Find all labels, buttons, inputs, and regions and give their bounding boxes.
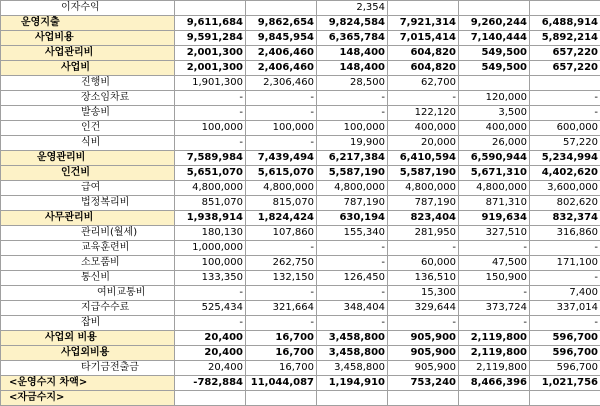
value-cell[interactable]: 2,406,460 (246, 46, 317, 61)
value-cell[interactable]: - (530, 271, 600, 286)
value-cell[interactable] (175, 391, 246, 406)
value-cell[interactable] (530, 1, 600, 16)
value-cell[interactable]: 262,750 (246, 256, 317, 271)
value-cell[interactable]: 596,700 (530, 346, 600, 361)
value-cell[interactable]: 7,921,314 (388, 16, 459, 31)
value-cell[interactable]: 16,700 (246, 361, 317, 376)
value-cell[interactable] (459, 391, 530, 406)
row-label-cell[interactable]: 급여 (1, 181, 175, 196)
value-cell[interactable]: - (246, 316, 317, 331)
value-cell[interactable]: 20,400 (175, 346, 246, 361)
value-cell[interactable]: 596,700 (530, 331, 600, 346)
value-cell[interactable]: 3,458,800 (317, 331, 388, 346)
value-cell[interactable]: - (388, 241, 459, 256)
value-cell[interactable]: 6,590,944 (459, 151, 530, 166)
value-cell[interactable]: -782,884 (175, 376, 246, 391)
value-cell[interactable]: 9,591,284 (175, 31, 246, 46)
row-label-cell[interactable]: 인건비 (1, 166, 175, 181)
value-cell[interactable]: 5,651,070 (175, 166, 246, 181)
value-cell[interactable]: 604,820 (388, 61, 459, 76)
value-cell[interactable]: 2,119,800 (459, 361, 530, 376)
value-cell[interactable]: 7,140,444 (459, 31, 530, 46)
value-cell[interactable]: 26,000 (459, 136, 530, 151)
value-cell[interactable]: - (175, 286, 246, 301)
value-cell[interactable]: - (175, 91, 246, 106)
row-label-cell[interactable]: 지급수수료 (1, 301, 175, 316)
value-cell[interactable]: 28,500 (317, 76, 388, 91)
value-cell[interactable]: 9,824,584 (317, 16, 388, 31)
table-row (1, 181, 600, 196)
value-cell[interactable]: 832,374 (530, 211, 600, 226)
value-cell[interactable]: 8,466,396 (459, 376, 530, 391)
value-cell[interactable]: 3,600,000 (530, 181, 600, 196)
value-cell[interactable]: 823,404 (388, 211, 459, 226)
value-cell[interactable] (530, 391, 600, 406)
value-cell[interactable]: 4,800,000 (459, 181, 530, 196)
value-cell[interactable]: - (459, 286, 530, 301)
value-cell[interactable]: 1,194,910 (317, 376, 388, 391)
value-cell[interactable] (530, 76, 600, 91)
row-label-cell[interactable]: 사업외비용 (1, 346, 175, 361)
value-cell[interactable]: 630,194 (317, 211, 388, 226)
value-cell[interactable]: 753,240 (388, 376, 459, 391)
value-cell[interactable]: 100,000 (317, 121, 388, 136)
value-cell[interactable]: 4,402,620 (530, 166, 600, 181)
value-cell[interactable] (317, 391, 388, 406)
value-cell[interactable]: 919,634 (459, 211, 530, 226)
table-row (1, 226, 600, 241)
value-cell[interactable]: 6,488,914 (530, 16, 600, 31)
value-cell[interactable]: 525,434 (175, 301, 246, 316)
value-cell[interactable]: 657,220 (530, 61, 600, 76)
row-label-cell[interactable]: 타기금전출금 (1, 361, 175, 376)
table-row (1, 106, 600, 121)
value-cell[interactable]: 6,365,784 (317, 31, 388, 46)
value-cell[interactable]: - (246, 286, 317, 301)
table-row (1, 136, 600, 151)
value-cell[interactable]: 7,589,984 (175, 151, 246, 166)
table-row (1, 196, 600, 211)
row-label-cell[interactable]: 발송비 (1, 106, 175, 121)
row-label-cell[interactable]: <자금수지> (1, 391, 175, 406)
value-cell[interactable]: - (530, 91, 600, 106)
value-cell[interactable]: 4,800,000 (175, 181, 246, 196)
value-cell[interactable]: 133,350 (175, 271, 246, 286)
value-cell[interactable]: 787,190 (317, 196, 388, 211)
value-cell[interactable]: 148,400 (317, 46, 388, 61)
value-cell[interactable]: 9,260,244 (459, 16, 530, 31)
value-cell[interactable]: 815,070 (246, 196, 317, 211)
table-row (1, 286, 600, 301)
value-cell[interactable]: - (459, 316, 530, 331)
value-cell[interactable]: 348,404 (317, 301, 388, 316)
table-row (1, 16, 600, 31)
value-cell[interactable]: 851,070 (175, 196, 246, 211)
value-cell[interactable]: 100,000 (246, 121, 317, 136)
table-row (1, 241, 600, 256)
value-cell[interactable]: 155,340 (317, 226, 388, 241)
value-cell[interactable]: 132,150 (246, 271, 317, 286)
value-cell[interactable]: 16,700 (246, 346, 317, 361)
value-cell[interactable]: 2,406,460 (246, 61, 317, 76)
table-row (1, 391, 600, 406)
value-cell[interactable]: 373,724 (459, 301, 530, 316)
table-row (1, 346, 600, 361)
table-row (1, 151, 600, 166)
value-cell[interactable]: 4,800,000 (388, 181, 459, 196)
value-cell[interactable]: 5,234,994 (530, 151, 600, 166)
value-cell[interactable]: 6,217,384 (317, 151, 388, 166)
value-cell[interactable]: 5,892,214 (530, 31, 600, 46)
value-cell[interactable]: - (317, 316, 388, 331)
value-cell[interactable]: - (530, 316, 600, 331)
value-cell[interactable]: 47,500 (459, 256, 530, 271)
value-cell[interactable]: 4,800,000 (246, 181, 317, 196)
value-cell[interactable]: 9,862,654 (246, 16, 317, 31)
table-row (1, 1, 600, 16)
value-cell[interactable] (388, 391, 459, 406)
row-label-cell[interactable]: 식비 (1, 136, 175, 151)
value-cell[interactable]: - (388, 91, 459, 106)
value-cell[interactable]: - (530, 106, 600, 121)
value-cell[interactable]: 400,000 (459, 121, 530, 136)
row-label-cell[interactable]: 운영관리비 (1, 151, 175, 166)
table-row (1, 61, 600, 76)
table-row (1, 331, 600, 346)
value-cell[interactable]: 4,800,000 (317, 181, 388, 196)
row-label-cell[interactable]: <운영수지 차액> (1, 376, 175, 391)
value-cell[interactable]: 802,620 (530, 196, 600, 211)
value-cell[interactable]: 1,021,756 (530, 376, 600, 391)
value-cell[interactable]: 16,700 (246, 331, 317, 346)
value-cell[interactable]: 5,587,190 (317, 166, 388, 181)
value-cell[interactable]: 5,587,190 (388, 166, 459, 181)
value-cell[interactable]: 549,500 (459, 46, 530, 61)
value-cell[interactable]: 5,671,310 (459, 166, 530, 181)
value-cell[interactable]: 604,820 (388, 46, 459, 61)
table-row (1, 376, 600, 391)
value-cell[interactable]: 281,950 (388, 226, 459, 241)
value-cell[interactable]: 9,845,954 (246, 31, 317, 46)
value-cell[interactable]: 19,900 (317, 136, 388, 151)
table-row (1, 166, 600, 181)
value-cell[interactable]: 549,500 (459, 61, 530, 76)
row-label-cell[interactable]: 사업비 (1, 61, 175, 76)
table-row (1, 211, 600, 226)
value-cell[interactable]: 100,000 (175, 256, 246, 271)
row-label-cell[interactable]: 장소임차료 (1, 91, 175, 106)
value-cell[interactable]: 57,220 (530, 136, 600, 151)
value-cell[interactable]: 337,014 (530, 301, 600, 316)
value-cell[interactable]: 20,400 (175, 361, 246, 376)
value-cell[interactable]: - (317, 241, 388, 256)
value-cell[interactable]: 657,220 (530, 46, 600, 61)
value-cell[interactable]: 120,000 (459, 91, 530, 106)
value-cell[interactable]: 2,354 (317, 1, 388, 16)
value-cell[interactable]: 20,400 (175, 331, 246, 346)
value-cell[interactable]: 1,000,000 (175, 241, 246, 256)
row-label-cell[interactable]: 진행비 (1, 76, 175, 91)
value-cell[interactable]: 905,900 (388, 331, 459, 346)
row-label-cell[interactable]: 사업관리비 (1, 46, 175, 61)
value-cell[interactable]: 180,130 (175, 226, 246, 241)
value-cell[interactable]: 171,100 (530, 256, 600, 271)
value-cell[interactable]: - (317, 106, 388, 121)
value-cell[interactable]: 1,901,300 (175, 76, 246, 91)
value-cell[interactable]: - (246, 106, 317, 121)
value-cell[interactable]: 321,664 (246, 301, 317, 316)
value-cell[interactable]: 596,700 (530, 361, 600, 376)
table-row (1, 301, 600, 316)
value-cell[interactable]: 2,119,800 (459, 331, 530, 346)
value-cell[interactable] (175, 1, 246, 16)
value-cell[interactable]: 3,458,800 (317, 361, 388, 376)
value-cell[interactable]: 62,700 (388, 76, 459, 91)
value-cell[interactable]: 1,824,424 (246, 211, 317, 226)
row-label-cell[interactable]: 운영지출 (1, 16, 175, 31)
value-cell[interactable]: 7,015,414 (388, 31, 459, 46)
row-label-cell[interactable]: 통신비 (1, 271, 175, 286)
spreadsheet-body (1, 1, 600, 406)
value-cell[interactable]: - (317, 256, 388, 271)
value-cell[interactable]: 3,500 (459, 106, 530, 121)
value-cell[interactable] (388, 1, 459, 16)
value-cell[interactable]: 7,400 (530, 286, 600, 301)
value-cell[interactable]: 871,310 (459, 196, 530, 211)
value-cell[interactable]: 126,450 (317, 271, 388, 286)
row-label-cell[interactable]: 인건 (1, 121, 175, 136)
value-cell[interactable] (459, 76, 530, 91)
value-cell[interactable]: - (388, 316, 459, 331)
value-cell[interactable]: 329,644 (388, 301, 459, 316)
row-label-cell[interactable]: 사업비용 (1, 31, 175, 46)
value-cell[interactable]: - (317, 91, 388, 106)
value-cell[interactable]: 7,439,494 (246, 151, 317, 166)
value-cell[interactable]: 316,860 (530, 226, 600, 241)
value-cell[interactable]: 60,000 (388, 256, 459, 271)
table-row (1, 316, 600, 331)
table-row (1, 361, 600, 376)
row-label-cell[interactable]: 여비교통비 (1, 286, 175, 301)
row-label-cell[interactable]: 교육훈련비 (1, 241, 175, 256)
value-cell[interactable]: 2,001,300 (175, 46, 246, 61)
row-label-cell[interactable]: 사업외 비용 (1, 331, 175, 346)
table-row (1, 121, 600, 136)
value-cell[interactable]: 136,510 (388, 271, 459, 286)
value-cell[interactable]: 1,938,914 (175, 211, 246, 226)
value-cell[interactable]: - (175, 316, 246, 331)
value-cell[interactable]: 327,510 (459, 226, 530, 241)
value-cell[interactable]: 2,306,460 (246, 76, 317, 91)
value-cell[interactable]: - (246, 136, 317, 151)
value-cell[interactable]: - (175, 136, 246, 151)
value-cell[interactable]: 107,860 (246, 226, 317, 241)
value-cell[interactable] (246, 1, 317, 16)
table-row (1, 91, 600, 106)
row-label-cell[interactable]: 이자수익 (1, 1, 175, 16)
table-row (1, 46, 600, 61)
value-cell[interactable] (459, 1, 530, 16)
value-cell[interactable]: 20,000 (388, 136, 459, 151)
value-cell[interactable] (246, 391, 317, 406)
value-cell[interactable]: - (530, 241, 600, 256)
row-label-cell[interactable]: 잡비 (1, 316, 175, 331)
value-cell[interactable]: 2,119,800 (459, 346, 530, 361)
value-cell[interactable]: 100,000 (175, 121, 246, 136)
row-label-cell[interactable]: 사무관리비 (1, 211, 175, 226)
row-label-cell[interactable]: 법정복리비 (1, 196, 175, 211)
value-cell[interactable]: 905,900 (388, 346, 459, 361)
value-cell[interactable]: 400,000 (388, 121, 459, 136)
value-cell[interactable]: 15,300 (388, 286, 459, 301)
value-cell[interactable]: - (459, 241, 530, 256)
table-row (1, 31, 600, 46)
value-cell[interactable]: 5,615,070 (246, 166, 317, 181)
value-cell[interactable]: 122,120 (388, 106, 459, 121)
value-cell[interactable]: 148,400 (317, 61, 388, 76)
value-cell[interactable]: 9,611,684 (175, 16, 246, 31)
value-cell[interactable]: 3,458,800 (317, 346, 388, 361)
value-cell[interactable]: - (246, 91, 317, 106)
row-label-cell[interactable]: 소모품비 (1, 256, 175, 271)
table-row (1, 76, 600, 91)
table-row (1, 256, 600, 271)
row-label-cell[interactable]: 관리비(월세) (1, 226, 175, 241)
value-cell[interactable]: - (246, 241, 317, 256)
value-cell[interactable]: - (175, 106, 246, 121)
table-row (1, 271, 600, 286)
value-cell[interactable]: 2,001,300 (175, 61, 246, 76)
value-cell[interactable]: 787,190 (388, 196, 459, 211)
value-cell[interactable]: 905,900 (388, 361, 459, 376)
value-cell[interactable]: 6,410,594 (388, 151, 459, 166)
value-cell[interactable]: 11,044,087 (246, 376, 317, 391)
value-cell[interactable]: 150,900 (459, 271, 530, 286)
value-cell[interactable]: 600,000 (530, 121, 600, 136)
value-cell[interactable]: - (317, 286, 388, 301)
